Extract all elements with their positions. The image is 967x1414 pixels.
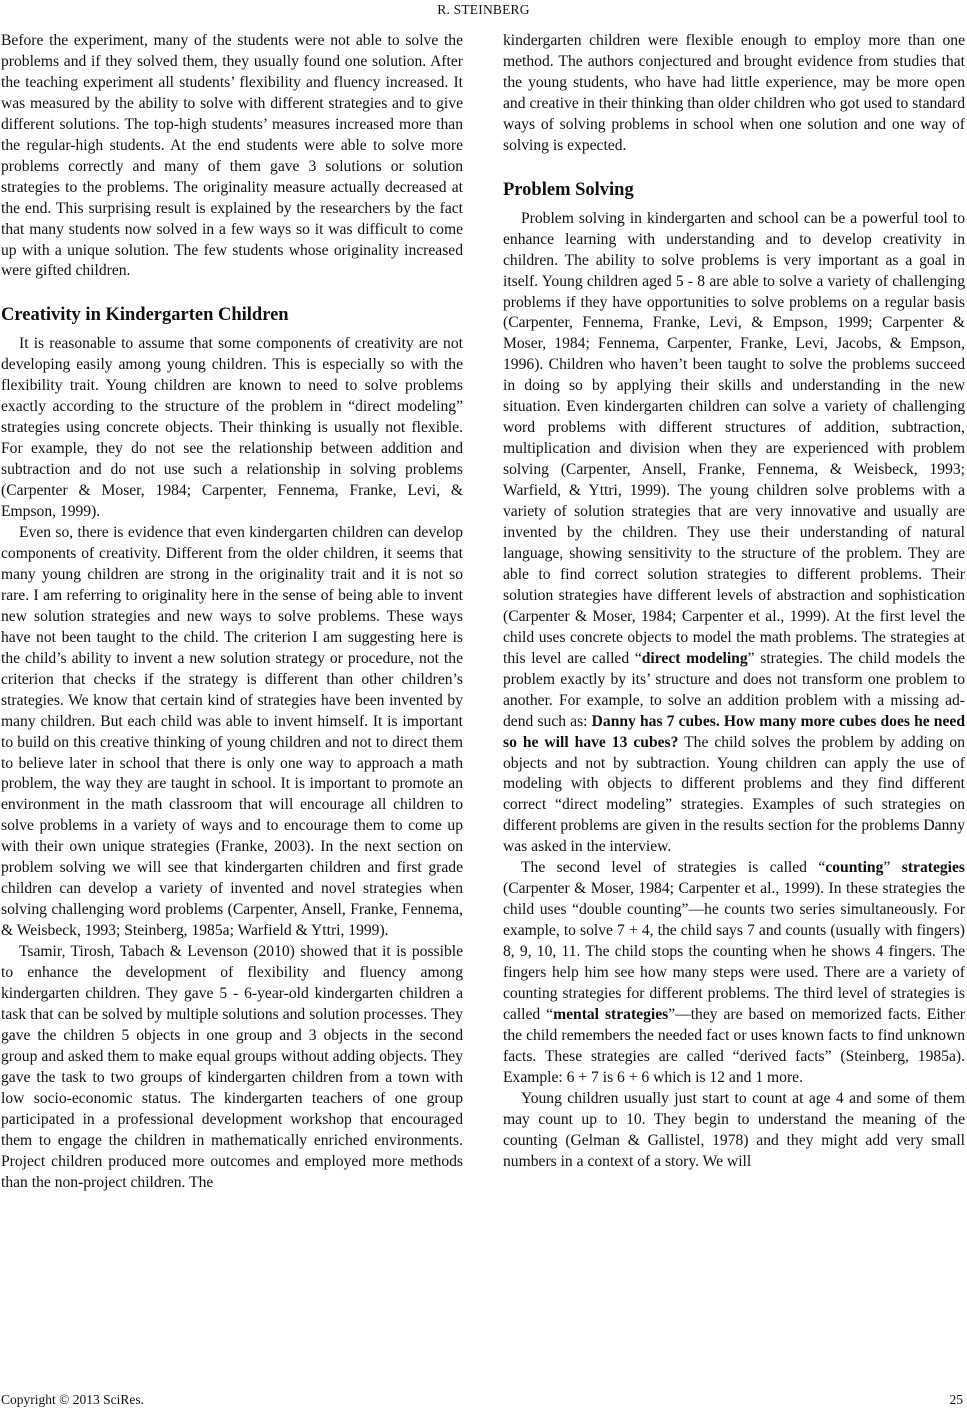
text-run: ” strategies. The child models the problem exactly by its’ structure and does not transform one problem to another. For example, to solve an addition problem with a missing addend such as: xyxy=(503,649,965,730)
text-run: ” xyxy=(883,859,902,877)
copyright-notice: Copyright © 2013 SciRes. xyxy=(1,1392,145,1407)
bold-example-problem: Danny has 7 cubes. How many more cubes does he need so he will have 13 cubes? xyxy=(503,712,965,751)
text-run: The second level of strategies is called “ xyxy=(521,859,826,877)
section-heading-problem-solving: Problem Solving xyxy=(503,179,634,200)
paragraph: Tsamir, Tirosh, Tabach & Levenson (2010) showed that it is possible to enhance the development of flexibility and fluency among kindergarten children. They gave 5 - 6-year-old kindergarten children a task that can be solved by multiple solutions and solution processes. They gave the children 5 objects in one group and 3 objects in the second group and asked them to make equal groups without adding objects. They gave the task to two groups of kindergarten children from a town with low socio-economic status. The kindergarten teachers of one group participated in a professional development workshop that encouraged them to engage the children in mathematically enriched environments. Project children produced more outcomes and employed more methods than the non-project children. The xyxy=(1,943,463,1191)
text-run: Problem solving in kindergarten and school can be a powerful tool to enhance learning with understanding and to develop creativity in children. The ability to solve problems is very important as a goal in itself. Young children aged 5 - 8 are able to solve a variety of challenging problems if they have opportunities to solve problems on a regular basis (Carpenter, Fennema, Franke, Levi, & Empson, 1999; Carpenter & Moser, 1984; Fennema, Carpenter, Franke, Levi, Jacobs, & Empson, 1996). Children who haven’t been taught to solve the problems succeed in doing so by applying their skills and understanding in the new situation. Even kindergarten children can solve a variety of challenging word problems with different structures of addition, subtraction, multiplication and division when they are experienced with problem solving (Carpenter, Ansell, Franke, Fennema, & Weisbeck, 1993; Warfield, & Yttri, 1999). The young children solve problems with a variety of solution strategies that are very innovative and usually are invented by the children. They use their understanding of natural language, showing sensitivity to the structure of the problem. They are able to find correct solution strategies to different problems. Their solution strategies have different levels of abstraction and sophistication (Carpenter & Moser, 1984; Carpenter et al., 1999). At the first level the child uses concrete objects to model the math problems. The strategies at this level are called “ xyxy=(503,209,965,667)
running-head: R. STEINBERG xyxy=(437,2,530,17)
bold-term-counting: counting xyxy=(825,859,884,877)
section-heading-creativity: Creativity in Kindergarten Children xyxy=(1,305,289,326)
text-run: The child solves the problem by adding on objects and not by subtraction. Young children can apply the use of modeling with objects to different problems and they find different correct “direct modeling” strategies. Examples of such strategies on different problems are given in the results section for the problems Danny was asked in the interview. xyxy=(503,733,966,856)
paragraph xyxy=(503,858,965,1088)
paragraph: kindergarten children were flexible enough to employ more than one method. The authors conjectured and brought evidence from studies that the young students, who have had little experience, may be more open and creative in their thinking than older children who got used to standard ways of solving problems in school when one solution and one way of solving is expected. xyxy=(503,32,965,154)
paragraph: Before the experiment, many of the students were not able to solve the problems and if they solved them, they usually found one solution. After the teaching experiment all students’ flexibility and fluency increased. It was measured by the ability to solve with different strategies and to give different solutions. The top-high students’ measures increased more than the regular-high students. At the end students were able to solve more problems correctly and many of them gave 3 solutions or solution strategies to the problems. The originality measure actually decreased at the end. This surprising result is explained by the researchers by the fact that many students now solved in a few ways so it was difficult to come up with a unique solution. The few students whose originality increased were gifted children. xyxy=(1,32,463,280)
paragraph: Even so, there is evidence that even kindergarten children can develop components of creativity. Different from the older children, it seems that many young children are strong in the originality trait and it is not so rare. I am referring to originality here in the sense of being able to invent new solution strategies and new ways to solve problems. These ways have not been taught to the child. The criterion I am suggesting here is the child’s ability to invent a new solution strategy or procedure, not the criterion that checks if the strategy is different than other children’s strategies. We know that certain kind of strategies have been invented by many children. But each child was able to invent himself. It is important to build on this creative thinking of young children and not to direct them to believe later in school that there is only one way to approach a math problem, the way they are taught in school. It is important to promote an environment in the math classroom that will encourage all children to solve problems in a variety of ways and to encourage them to come up with their own unique strategies (Franke, 2003). In the next section on problem solving we will see that kindergarten children and first grade children can develop a variety of invented and novel strategies when solving challenging word problems (Carpenter, Ansell, Franke, Fennema, & Weisbeck, 1993; Steinberg, 1985a; Warfield & Yttri, 1999). xyxy=(1,524,463,940)
page-number: 25 xyxy=(949,1392,963,1407)
right-column xyxy=(503,31,965,1173)
paragraph: Young children usually just start to count at age 4 and some of them may count up to 10. They begin to understand the meaning of the counting (Gelman & Gallistel, 1978) and they might add very small numbers in a context of a story. We will xyxy=(503,1089,965,1170)
text-run: (Carpenter & Moser, 1984; Carpenter et al., 1999). In these strategies the child uses “double counting”—he counts two series simultaneously. For example, to solve 7 + 4, the child says 7 and counts (usually with fingers) 8, 9, 10, 11. The child stops the counting when he shows 4 fingers. The fingers help him see how many steps were used. There are a variety of counting strategies for different problems. The third level of strategies is called “ xyxy=(503,880,965,1023)
bold-term-strategies: strategies xyxy=(901,859,965,877)
paragraph xyxy=(503,209,965,859)
left-column xyxy=(1,31,463,1194)
bold-term-direct-modeling: direct modeling xyxy=(641,649,748,667)
text-run: ”—they are based on memorized facts. Either the child remembers the needed fact or uses known facts to find unknown facts. These strategies are called “derived facts” (Steinberg, 1985a). Example: 6 + 7 is 6 + 6 which is 12 and 1 more. xyxy=(503,1005,965,1086)
paragraph: It is reasonable to assume that some components of creativity are not developing easily among young children. This is especially so with the flexibility trait. Young children are known to need to solve problems exactly according to the structure of the problem in “direct modeling” strategies using concrete objects. Their thinking is usually not flexible. For example, they do not see the relationship between addition and subtraction and do not use such a relationship in solving problems (Carpenter & Moser, 1984; Carpenter, Fennema, Franke, Levi, & Empson, 1999). xyxy=(1,335,463,521)
bold-term-mental-strategies: mental strategies xyxy=(553,1005,669,1023)
